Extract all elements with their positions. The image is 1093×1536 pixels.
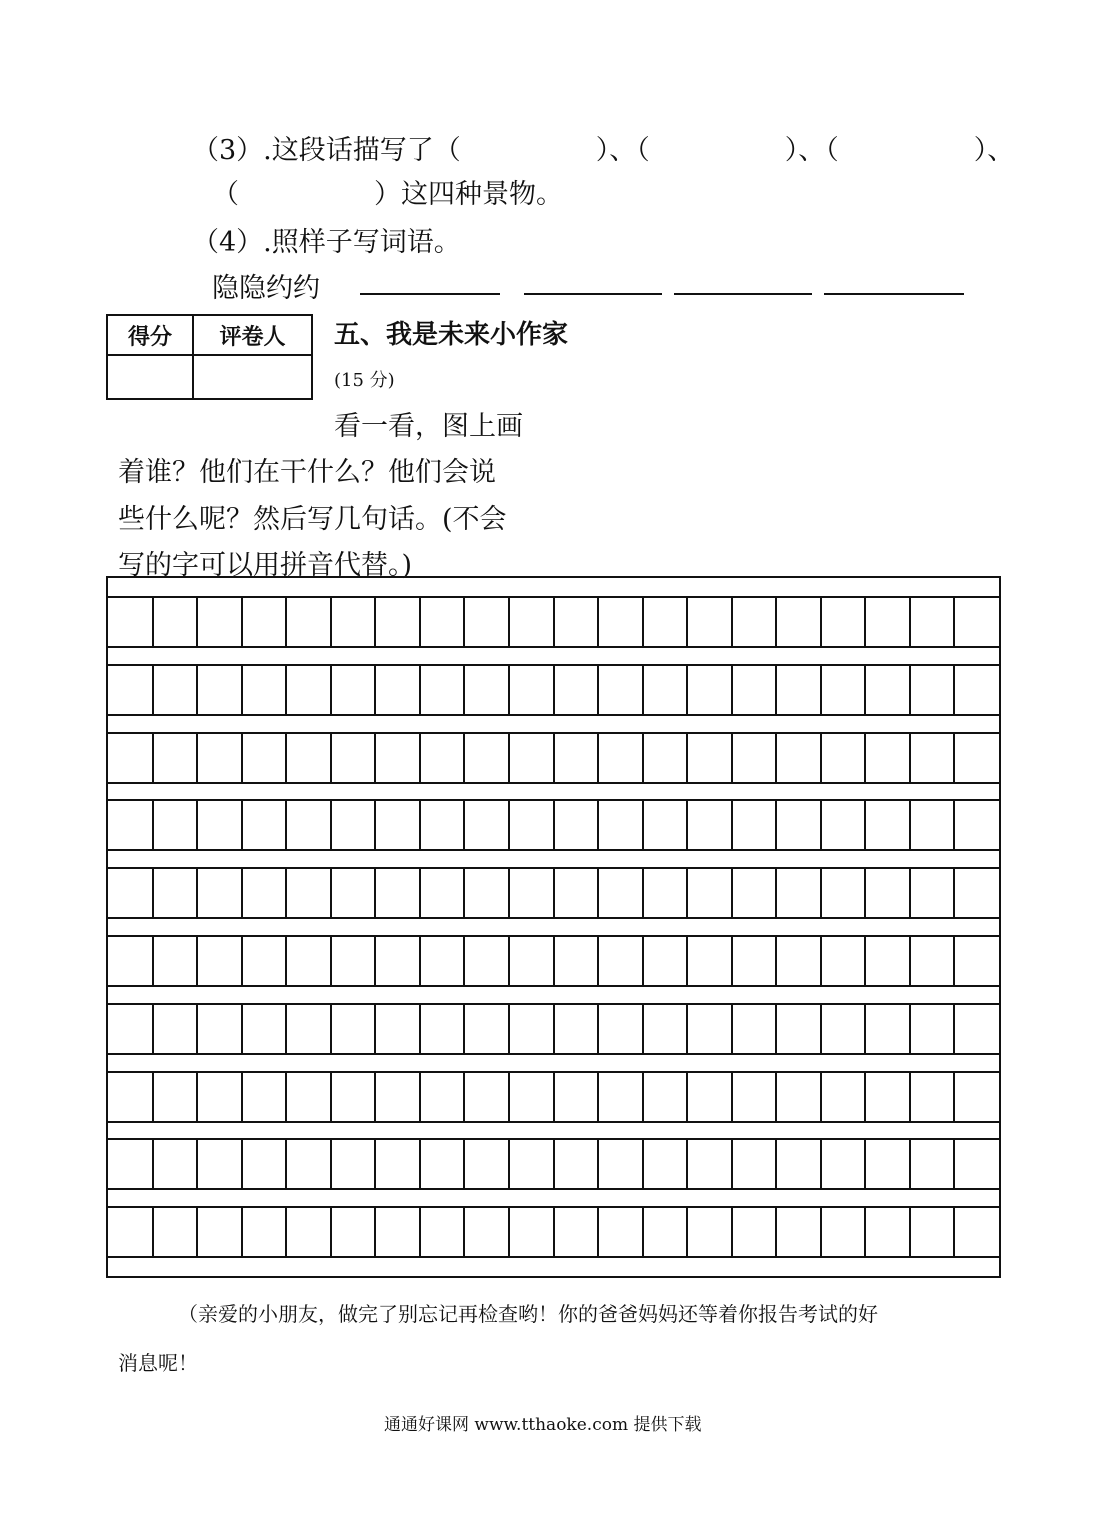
grid-cell-divider xyxy=(374,801,376,849)
section-5-points: (15 分) xyxy=(334,370,395,391)
grid-cell-divider xyxy=(553,1073,555,1121)
grid-cell-divider xyxy=(775,1005,777,1053)
grid-cell-divider xyxy=(597,869,599,917)
grid-row[interactable] xyxy=(108,664,999,716)
grid-cell-divider xyxy=(419,1073,421,1121)
grid-cell-divider xyxy=(419,734,421,782)
grid-cell-divider xyxy=(196,801,198,849)
grid-cell-divider xyxy=(775,734,777,782)
instruction-line-4: 写的字可以用拼音代替。) xyxy=(118,550,413,581)
grid-cell-divider xyxy=(152,869,154,917)
grid-cell-divider xyxy=(820,869,822,917)
grid-cell-divider xyxy=(953,1005,955,1053)
grid-cell-divider xyxy=(152,1073,154,1121)
grid-cell-divider xyxy=(642,801,644,849)
grid-cell-divider xyxy=(419,937,421,985)
grid-cell-divider xyxy=(686,734,688,782)
grid-cell-divider xyxy=(196,1140,198,1188)
grid-cell-divider xyxy=(241,869,243,917)
grid-cell-divider xyxy=(731,937,733,985)
grid-cell-divider xyxy=(508,801,510,849)
grid-cell-divider xyxy=(285,1005,287,1053)
grid-cell-divider xyxy=(330,1140,332,1188)
grid-cell-divider xyxy=(953,666,955,714)
grid-cell-divider xyxy=(909,598,911,646)
grid-cell-divider xyxy=(597,1005,599,1053)
grid-cell-divider xyxy=(419,1140,421,1188)
grid-cell-divider xyxy=(642,1140,644,1188)
grid-cell-divider xyxy=(152,937,154,985)
grid-cell-divider xyxy=(330,734,332,782)
grid-cell-divider xyxy=(686,666,688,714)
grid-cell-divider xyxy=(597,1073,599,1121)
grid-cell-divider xyxy=(686,1073,688,1121)
grid-cell-divider xyxy=(463,1208,465,1256)
grid-cell-divider xyxy=(731,801,733,849)
grid-row[interactable] xyxy=(108,1138,999,1190)
grid-row[interactable] xyxy=(108,935,999,987)
grid-cell-divider xyxy=(686,1208,688,1256)
grid-row[interactable] xyxy=(108,1071,999,1123)
grid-cell-divider xyxy=(508,869,510,917)
grid-row[interactable] xyxy=(108,732,999,784)
grid-cell-divider xyxy=(953,1208,955,1256)
grid-cell-divider xyxy=(686,1005,688,1053)
grid-cell-divider xyxy=(241,801,243,849)
grid-cell-divider xyxy=(374,734,376,782)
grid-cell-divider xyxy=(731,1073,733,1121)
grid-cell-divider xyxy=(642,937,644,985)
score-box xyxy=(106,314,313,400)
grid-cell-divider xyxy=(241,937,243,985)
grid-cell-divider xyxy=(374,1005,376,1053)
grid-cell-divider xyxy=(553,666,555,714)
grid-cell-divider xyxy=(642,1208,644,1256)
grid-row[interactable] xyxy=(108,799,999,851)
grid-cell-divider xyxy=(731,869,733,917)
grid-cell-divider xyxy=(374,666,376,714)
grid-cell-divider xyxy=(909,869,911,917)
grid-cell-divider xyxy=(152,801,154,849)
grid-cell-divider xyxy=(820,666,822,714)
grid-cell-divider xyxy=(864,1005,866,1053)
grid-row[interactable] xyxy=(108,867,999,919)
grid-cell-divider xyxy=(508,1005,510,1053)
grid-cell-divider xyxy=(285,1208,287,1256)
grid-cell-divider xyxy=(285,734,287,782)
grid-cell-divider xyxy=(820,801,822,849)
grid-cell-divider xyxy=(775,1208,777,1256)
grid-cell-divider xyxy=(864,1140,866,1188)
grid-cell-divider xyxy=(642,666,644,714)
grid-cell-divider xyxy=(553,801,555,849)
grid-cell-divider xyxy=(330,869,332,917)
grid-cell-divider xyxy=(775,869,777,917)
grid-row[interactable] xyxy=(108,1206,999,1258)
question-4-prompt: （4）.照样子写词语。 xyxy=(192,227,461,258)
grid-cell-divider xyxy=(241,1005,243,1053)
grid-cell-divider xyxy=(864,1208,866,1256)
grid-cell-divider xyxy=(330,1208,332,1256)
answer-blank-1[interactable] xyxy=(360,293,500,295)
grid-cell-divider xyxy=(241,666,243,714)
grid-cell-divider xyxy=(463,937,465,985)
grid-cell-divider xyxy=(686,801,688,849)
grid-cell-divider xyxy=(463,666,465,714)
grid-cell-divider xyxy=(285,937,287,985)
question-3-line-2: （ ）这四种景物。 xyxy=(212,179,563,210)
grid-cell-divider xyxy=(330,598,332,646)
grid-cell-divider xyxy=(642,734,644,782)
grid-cell-divider xyxy=(463,1073,465,1121)
grid-cell-divider xyxy=(196,734,198,782)
grid-cell-divider xyxy=(686,1140,688,1188)
grid-cell-divider xyxy=(775,666,777,714)
closing-note-line-1: （亲爱的小朋友，做完了别忘记再检查哟！你的爸爸妈妈还等着你报告考试的好 xyxy=(178,1302,878,1326)
grid-cell-divider xyxy=(463,734,465,782)
grid-cell-divider xyxy=(775,598,777,646)
grid-cell-divider xyxy=(196,937,198,985)
grid-cell-divider xyxy=(597,1208,599,1256)
grid-cell-divider xyxy=(553,1140,555,1188)
grid-cell-divider xyxy=(152,1140,154,1188)
grid-cell-divider xyxy=(463,598,465,646)
grid-cell-divider xyxy=(553,1005,555,1053)
grid-cell-divider xyxy=(553,869,555,917)
grid-cell-divider xyxy=(285,666,287,714)
grid-cell-divider xyxy=(597,801,599,849)
grid-cell-divider xyxy=(953,598,955,646)
grid-cell-divider xyxy=(597,734,599,782)
grid-cell-divider xyxy=(285,801,287,849)
grid-row[interactable] xyxy=(108,596,999,648)
grid-cell-divider xyxy=(374,869,376,917)
grid-cell-divider xyxy=(196,598,198,646)
grid-cell-divider xyxy=(419,801,421,849)
instruction-line-1: 看一看，图上画 xyxy=(334,411,523,442)
grid-cell-divider xyxy=(196,1005,198,1053)
grid-cell-divider xyxy=(241,1140,243,1188)
grid-cell-divider xyxy=(775,1140,777,1188)
instruction-line-2: 着谁？他们在干什么？他们会说 xyxy=(118,457,496,488)
grid-cell-divider xyxy=(775,1073,777,1121)
grid-cell-divider xyxy=(553,1208,555,1256)
grid-cell-divider xyxy=(731,1140,733,1188)
grid-cell-divider xyxy=(330,1073,332,1121)
grid-cell-divider xyxy=(909,1073,911,1121)
instruction-line-3: 些什么呢？然后写几句话。(不会 xyxy=(118,504,507,535)
grid-cell-divider xyxy=(241,1208,243,1256)
grid-cell-divider xyxy=(686,598,688,646)
grid-cell-divider xyxy=(330,801,332,849)
grid-cell-divider xyxy=(731,734,733,782)
question-4-example-word: 隐隐约约 xyxy=(212,273,320,304)
grid-cell-divider xyxy=(196,1073,198,1121)
grid-cell-divider xyxy=(864,666,866,714)
grid-cell-divider xyxy=(196,869,198,917)
grid-cell-divider xyxy=(864,598,866,646)
grid-cell-divider xyxy=(285,869,287,917)
grid-cell-divider xyxy=(820,734,822,782)
grid-cell-divider xyxy=(597,937,599,985)
grader-cell[interactable] xyxy=(193,355,312,399)
grid-cell-divider xyxy=(909,937,911,985)
answer-blank-4[interactable] xyxy=(824,293,964,295)
grid-cell-divider xyxy=(152,666,154,714)
question-3-line-1: （3）.这段话描写了（ ）、（ ）、（ ）、 xyxy=(192,135,1015,166)
grid-cell-divider xyxy=(820,937,822,985)
grid-cell-divider xyxy=(731,1208,733,1256)
grid-cell-divider xyxy=(731,1005,733,1053)
grid-cell-divider xyxy=(330,937,332,985)
grid-cell-divider xyxy=(864,937,866,985)
grid-cell-divider xyxy=(508,1140,510,1188)
grid-cell-divider xyxy=(419,1208,421,1256)
grid-cell-divider xyxy=(508,666,510,714)
grid-cell-divider xyxy=(330,1005,332,1053)
grid-cell-divider xyxy=(642,1073,644,1121)
grid-cell-divider xyxy=(820,1005,822,1053)
grid-cell-divider xyxy=(909,734,911,782)
grid-cell-divider xyxy=(597,1140,599,1188)
grid-cell-divider xyxy=(508,1208,510,1256)
grid-cell-divider xyxy=(285,1073,287,1121)
grid-cell-divider xyxy=(642,1005,644,1053)
grid-cell-divider xyxy=(374,598,376,646)
grid-cell-divider xyxy=(731,598,733,646)
grid-cell-divider xyxy=(864,734,866,782)
grid-cell-divider xyxy=(553,598,555,646)
grid-cell-divider xyxy=(953,937,955,985)
grid-cell-divider xyxy=(374,937,376,985)
grid-cell-divider xyxy=(597,598,599,646)
score-header: 得分 xyxy=(107,315,193,355)
grid-cell-divider xyxy=(330,666,332,714)
grid-cell-divider xyxy=(909,666,911,714)
grid-cell-divider xyxy=(775,801,777,849)
grid-cell-divider xyxy=(864,869,866,917)
grid-cell-divider xyxy=(419,666,421,714)
grid-cell-divider xyxy=(419,1005,421,1053)
grid-cell-divider xyxy=(820,598,822,646)
grid-cell-divider xyxy=(463,1140,465,1188)
grid-cell-divider xyxy=(686,869,688,917)
grid-cell-divider xyxy=(820,1073,822,1121)
writing-grid[interactable] xyxy=(106,576,1001,1278)
grid-cell-divider xyxy=(196,666,198,714)
grid-cell-divider xyxy=(196,1208,198,1256)
grid-cell-divider xyxy=(463,801,465,849)
grid-cell-divider xyxy=(553,734,555,782)
grid-cell-divider xyxy=(909,1140,911,1188)
answer-blank-3[interactable] xyxy=(674,293,812,295)
grid-cell-divider xyxy=(864,801,866,849)
grid-cell-divider xyxy=(953,801,955,849)
grid-cell-divider xyxy=(152,598,154,646)
grid-cell-divider xyxy=(285,1140,287,1188)
section-5-title: 五、我是未来小作家 xyxy=(334,320,569,350)
grid-cell-divider xyxy=(686,937,688,985)
grid-cell-divider xyxy=(508,734,510,782)
grid-cell-divider xyxy=(463,869,465,917)
grid-cell-divider xyxy=(953,734,955,782)
grid-cell-divider xyxy=(553,937,555,985)
grid-cell-divider xyxy=(152,1208,154,1256)
grid-cell-divider xyxy=(374,1208,376,1256)
grid-row[interactable] xyxy=(108,1003,999,1055)
grid-cell-divider xyxy=(463,1005,465,1053)
grid-cell-divider xyxy=(241,1073,243,1121)
grid-cell-divider xyxy=(508,1073,510,1121)
grid-cell-divider xyxy=(152,1005,154,1053)
answer-blank-2[interactable] xyxy=(524,293,662,295)
grid-cell-divider xyxy=(374,1140,376,1188)
grid-cell-divider xyxy=(953,1073,955,1121)
grid-cell-divider xyxy=(909,1208,911,1256)
grid-cell-divider xyxy=(419,598,421,646)
grid-cell-divider xyxy=(731,666,733,714)
grid-cell-divider xyxy=(508,598,510,646)
footer-text: 通通好课网 www.tthaoke.com 提供下载 xyxy=(384,1415,702,1435)
grid-cell-divider xyxy=(820,1140,822,1188)
closing-note-line-2: 消息呢！ xyxy=(118,1351,198,1375)
score-cell[interactable] xyxy=(107,355,193,399)
grid-cell-divider xyxy=(508,937,510,985)
grid-cell-divider xyxy=(597,666,599,714)
grid-cell-divider xyxy=(909,1005,911,1053)
grid-cell-divider xyxy=(374,1073,376,1121)
grid-cell-divider xyxy=(285,598,287,646)
grid-cell-divider xyxy=(642,598,644,646)
grid-cell-divider xyxy=(909,801,911,849)
grid-cell-divider xyxy=(241,598,243,646)
grid-cell-divider xyxy=(953,1140,955,1188)
grader-header: 评卷人 xyxy=(193,315,312,355)
grid-cell-divider xyxy=(864,1073,866,1121)
grid-cell-divider xyxy=(642,869,644,917)
grid-cell-divider xyxy=(152,734,154,782)
grid-cell-divider xyxy=(419,869,421,917)
grid-cell-divider xyxy=(241,734,243,782)
grid-cell-divider xyxy=(820,1208,822,1256)
grid-cell-divider xyxy=(953,869,955,917)
grid-cell-divider xyxy=(775,937,777,985)
